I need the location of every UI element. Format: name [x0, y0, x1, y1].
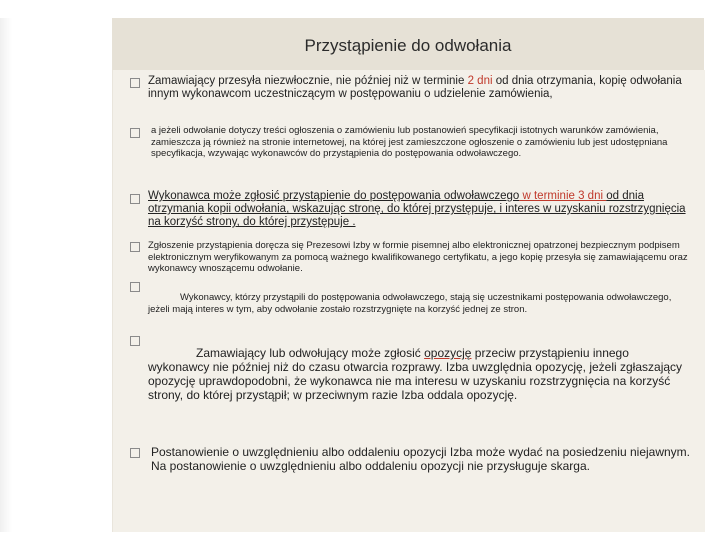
item-1-deadline: 2 dni: [467, 75, 493, 87]
list-item-3: [148, 190, 693, 229]
item-6-text-a: Zamawiający lub odwołujący może zgłosić: [196, 346, 425, 360]
item-1-text-b: od dnia otrzymania, kopię odwołania innym wykonawcom uczestniczącym w postępowaniu o udzielenie zamówienia,: [148, 75, 682, 100]
bullet-box-icon: [130, 336, 140, 346]
list-item-6: [148, 346, 693, 402]
item-3-text-b: od dnia otrzymania kopii odwołania, wskazując stronę, do której przystępuje, i interes w uzyskaniu rozstrzygnięcia na korzyść strony, do której przystępuje .: [148, 190, 686, 228]
bullet-box-icon: [130, 194, 140, 204]
bullet-box-icon: [130, 448, 140, 458]
bullet-box-icon: [130, 282, 140, 292]
item-3-text-a: Wykonawca może zgłosić przystąpienie do postępowania odwoławczego: [148, 190, 520, 202]
slide-title: Przystąpienie do odwołania: [304, 36, 512, 55]
bullet-box-icon: [130, 128, 140, 138]
list-item-5: Wykonawcy, którzy przystąpili do postępowania odwoławczego, stają się uczestnikami postępowania odwoławczego, jeżeli mają interes w tym, aby odwołanie zostało rozstrzygnięte na korzyść jednej ze stron.: [148, 292, 672, 315]
bullet-box-icon: [130, 78, 140, 88]
list-item-1: [148, 75, 693, 101]
left-shadow: [0, 18, 12, 532]
list-item-7: Postanowienie o uwzględnieniu albo oddaleniu opozycji Izba może wydać na posiedzeniu niejawnym. Na postanowienie o uwzględnieniu albo oddaleniu opozycji nie przysługuje skarga.: [151, 445, 691, 473]
bullet-box-icon: [130, 242, 140, 252]
item-1-text-a: Zamawiający przesyła niezwłocznie, nie później niż w terminie: [148, 75, 468, 87]
item-3-deadline: w terminie 3 dni: [519, 190, 607, 202]
item-6-text-b: przeciw przystąpieniu innego wykonawcy nie później niż do czasu otwarcia rozprawy. Izba uwzględnia opozycję, jeżeli zgłaszający opozycję uprawdopodobni, że wykonawca nie ma interesu w uzyskaniu rozstrzygnięcia na korzyść strony, do której przystąpił; w przeciwnym razie Izba oddala opozycję.: [148, 346, 683, 402]
list-item-4: Zgłoszenie przystąpienia doręcza się Prezesowi Izby w formie pisemnej albo elektronicznej opatrzonej bezpiecznym podpisem elektronicznym weryfikowanym za pomocą ważnego kwalifikowanego certyfikatu, a jego kopię przesyła się zamawiającemu oraz wykonawcy wnoszącemu odwołanie.: [148, 240, 688, 274]
item-6-opposition: opozycję: [424, 346, 472, 360]
list-item-2: a jeżeli odwołanie dotyczy treści ogłoszenia o zamówieniu lub postanowień specyfikacji istotnych warunków zamówienia, zamieszcza ją również na stronie internetowej, na której jest zamieszczone ogłoszenie o zamówieniu lub jest udostępniana specyfikacja, wzywając wykonawców do przystąpienia do postępowania odwoławczego.: [151, 125, 668, 159]
